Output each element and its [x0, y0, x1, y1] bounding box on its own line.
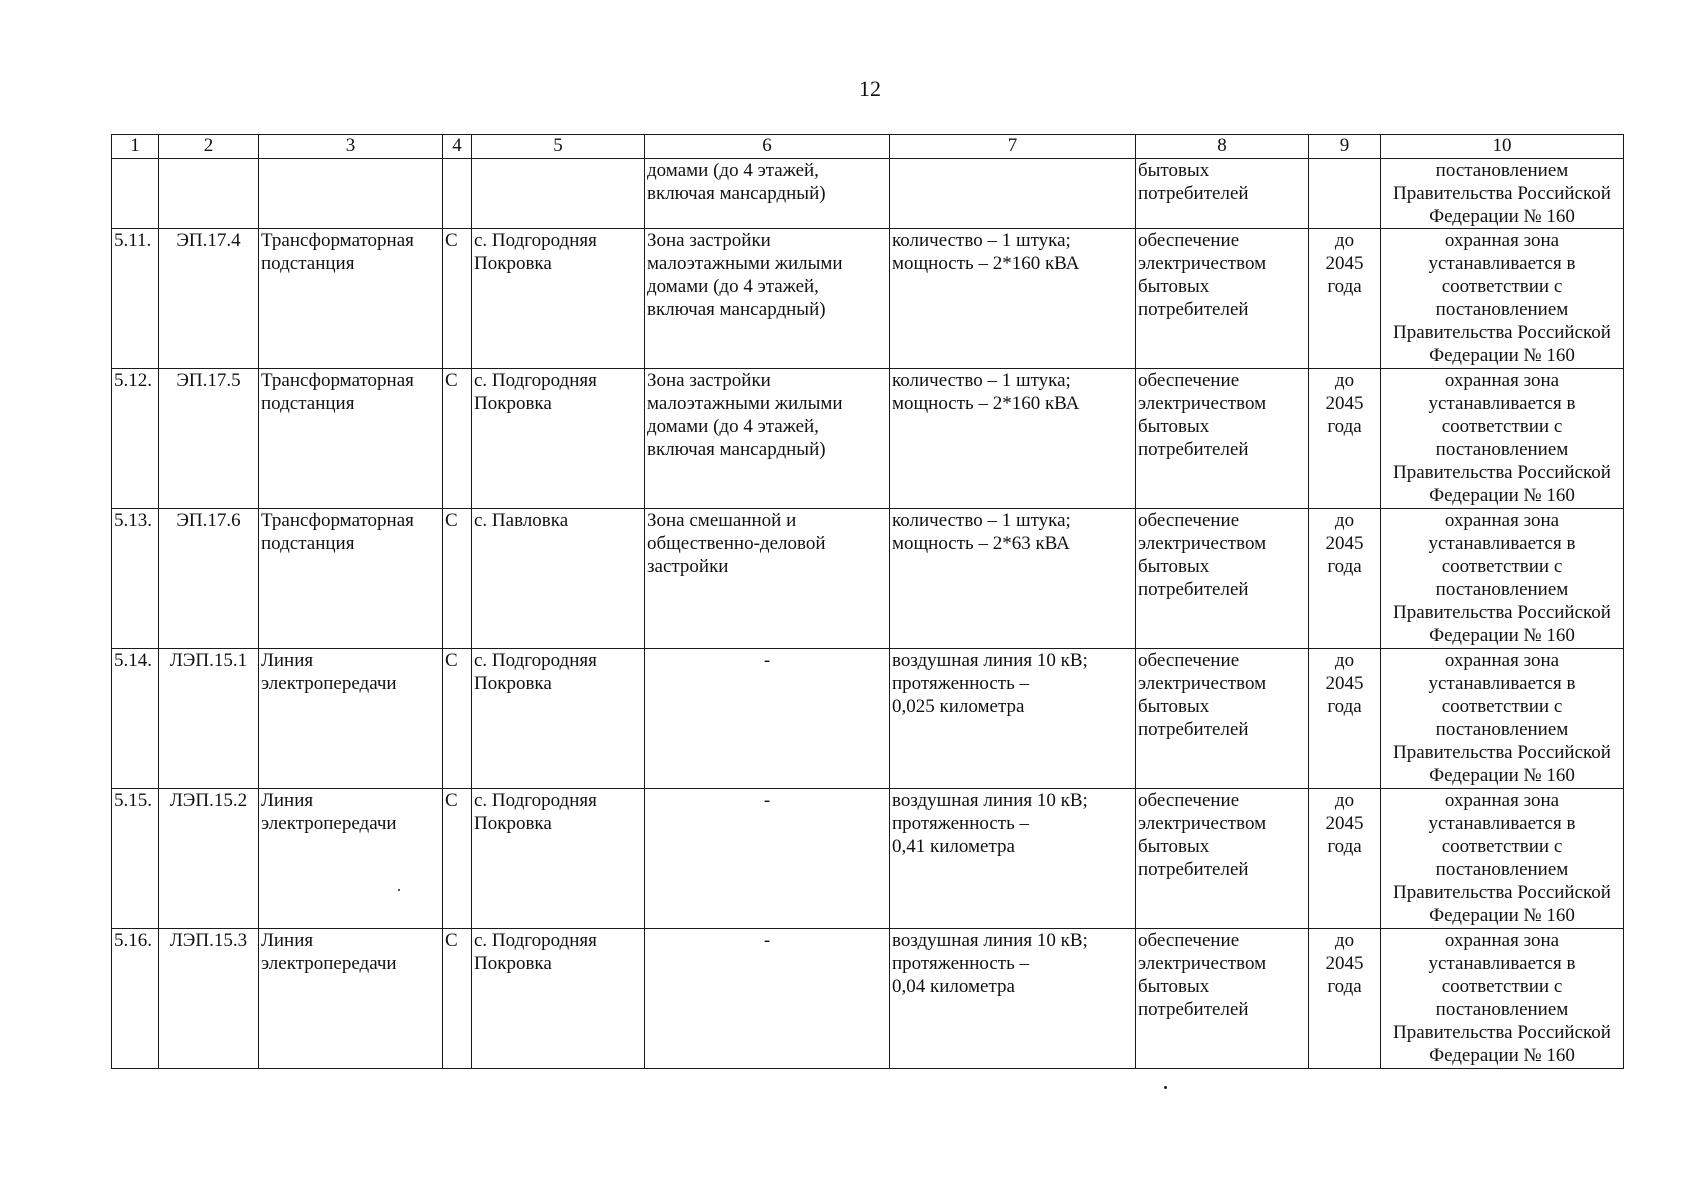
cell-object-type: [259, 159, 443, 229]
cell-object-type: Трансформаторная подстанция: [259, 369, 443, 509]
column-header-2: 2: [159, 135, 259, 159]
cell-deadline: до 2045 года: [1309, 229, 1381, 369]
table-row: [112, 229, 1624, 369]
cell-protection-zone: охранная зона устанавливается в соответствии с постановлением Правительства Российской Федерации № 160: [1381, 369, 1624, 509]
cell-object-type: Трансформаторная подстанция: [259, 509, 443, 649]
cell-object-type: Линия электропередачи: [259, 929, 443, 1069]
cell-characteristics: количество – 1 штука; мощность – 2*160 кВА: [890, 369, 1136, 509]
cell-code: ЭП.17.5: [159, 369, 259, 509]
cell-characteristics: количество – 1 штука; мощность – 2*160 кВА: [890, 229, 1136, 369]
table-row-continuation: [112, 159, 1624, 229]
column-header-3: 3: [259, 135, 443, 159]
cell-deadline: до 2045 года: [1309, 369, 1381, 509]
cell-zone: Зона смешанной и общественно-деловой застройки: [645, 509, 890, 649]
cell-zone: домами (до 4 этажей, включая мансардный): [645, 159, 890, 229]
cell-location: с. Подгородняя Покровка: [472, 789, 645, 929]
table-row: [112, 369, 1624, 509]
cell-zone: Зона застройки малоэтажными жилыми домами (до 4 этажей, включая мансардный): [645, 229, 890, 369]
cell-location: с. Подгородняя Покровка: [472, 929, 645, 1069]
cell-code: ЛЭП.15.1: [159, 649, 259, 789]
column-header-9: 9: [1309, 135, 1381, 159]
page-number: 12: [859, 76, 881, 101]
cell-purpose: обеспечение электричеством бытовых потребителей: [1136, 789, 1309, 929]
cell-purpose: бытовых потребителей: [1136, 159, 1309, 229]
cell-status: С: [443, 789, 472, 929]
cell-protection-zone: охранная зона устанавливается в соответствии с постановлением Правительства Российской Федерации № 160: [1381, 789, 1624, 929]
cell-zone: -: [645, 649, 890, 789]
cell-location: с. Подгородняя Покровка: [472, 649, 645, 789]
cell-number: 5.15.: [112, 789, 159, 929]
cell-object-type: Линия электропередачи: [259, 649, 443, 789]
cell-status: С: [443, 369, 472, 509]
column-header-10: 10: [1381, 135, 1624, 159]
cell-object-type: Трансформаторная подстанция: [259, 229, 443, 369]
cell-protection-zone: охранная зона устанавливается в соответствии с постановлением Правительства Российской Федерации № 160: [1381, 509, 1624, 649]
cell-characteristics: воздушная линия 10 кВ; протяженность – 0,04 километра: [890, 929, 1136, 1069]
cell-characteristics: количество – 1 штука; мощность – 2*63 кВА: [890, 509, 1136, 649]
table-header-row: [112, 135, 1624, 159]
cell-zone: -: [645, 789, 890, 929]
scan-speck: [1164, 1086, 1167, 1089]
cell-characteristics: воздушная линия 10 кВ; протяженность – 0,41 километра: [890, 789, 1136, 929]
cell-protection-zone: охранная зона устанавливается в соответствии с постановлением Правительства Российской Федерации № 160: [1381, 649, 1624, 789]
cell-purpose: обеспечение электричеством бытовых потребителей: [1136, 649, 1309, 789]
table-row: [112, 789, 1624, 929]
cell-object-type: Линия электропередачи: [259, 789, 443, 929]
cell-zone: Зона застройки малоэтажными жилыми домами (до 4 этажей, включая мансардный): [645, 369, 890, 509]
table-row: [112, 649, 1624, 789]
cell-code: ЛЭП.15.3: [159, 929, 259, 1069]
column-header-4: 4: [443, 135, 472, 159]
column-header-7: 7: [890, 135, 1136, 159]
cell-number: 5.12.: [112, 369, 159, 509]
cell-deadline: до 2045 года: [1309, 509, 1381, 649]
cell-status: С: [443, 509, 472, 649]
cell-deadline: до 2045 года: [1309, 649, 1381, 789]
cell-status: С: [443, 649, 472, 789]
cell-deadline: [1309, 159, 1381, 229]
cell-status: [443, 159, 472, 229]
cell-number: [112, 159, 159, 229]
cell-purpose: обеспечение электричеством бытовых потребителей: [1136, 929, 1309, 1069]
cell-purpose: обеспечение электричеством бытовых потребителей: [1136, 229, 1309, 369]
column-header-5: 5: [472, 135, 645, 159]
scan-speck: [398, 889, 400, 891]
cell-purpose: обеспечение электричеством бытовых потребителей: [1136, 369, 1309, 509]
cell-protection-zone: постановлением Правительства Российской Федерации № 160: [1381, 159, 1624, 229]
cell-code: ЭП.17.4: [159, 229, 259, 369]
cell-number: 5.14.: [112, 649, 159, 789]
cell-number: 5.11.: [112, 229, 159, 369]
cell-code: [159, 159, 259, 229]
cell-location: с. Подгородняя Покровка: [472, 229, 645, 369]
cell-deadline: до 2045 года: [1309, 789, 1381, 929]
column-header-6: 6: [645, 135, 890, 159]
cell-number: 5.13.: [112, 509, 159, 649]
cell-status: С: [443, 929, 472, 1069]
column-header-1: 1: [112, 135, 159, 159]
cell-code: ЛЭП.15.2: [159, 789, 259, 929]
cell-zone: -: [645, 929, 890, 1069]
cell-location: с. Подгородняя Покровка: [472, 369, 645, 509]
data-table: [111, 134, 1624, 1069]
cell-code: ЭП.17.6: [159, 509, 259, 649]
cell-purpose: обеспечение электричеством бытовых потребителей: [1136, 509, 1309, 649]
cell-location: с. Павловка: [472, 509, 645, 649]
cell-characteristics: [890, 159, 1136, 229]
column-header-8: 8: [1136, 135, 1309, 159]
cell-location: [472, 159, 645, 229]
cell-protection-zone: охранная зона устанавливается в соответствии с постановлением Правительства Российской Федерации № 160: [1381, 929, 1624, 1069]
cell-status: С: [443, 229, 472, 369]
cell-protection-zone: охранная зона устанавливается в соответствии с постановлением Правительства Российской Федерации № 160: [1381, 229, 1624, 369]
table-row: [112, 509, 1624, 649]
cell-deadline: до 2045 года: [1309, 929, 1381, 1069]
cell-characteristics: воздушная линия 10 кВ; протяженность – 0,025 километра: [890, 649, 1136, 789]
cell-number: 5.16.: [112, 929, 159, 1069]
table-row: [112, 929, 1624, 1069]
